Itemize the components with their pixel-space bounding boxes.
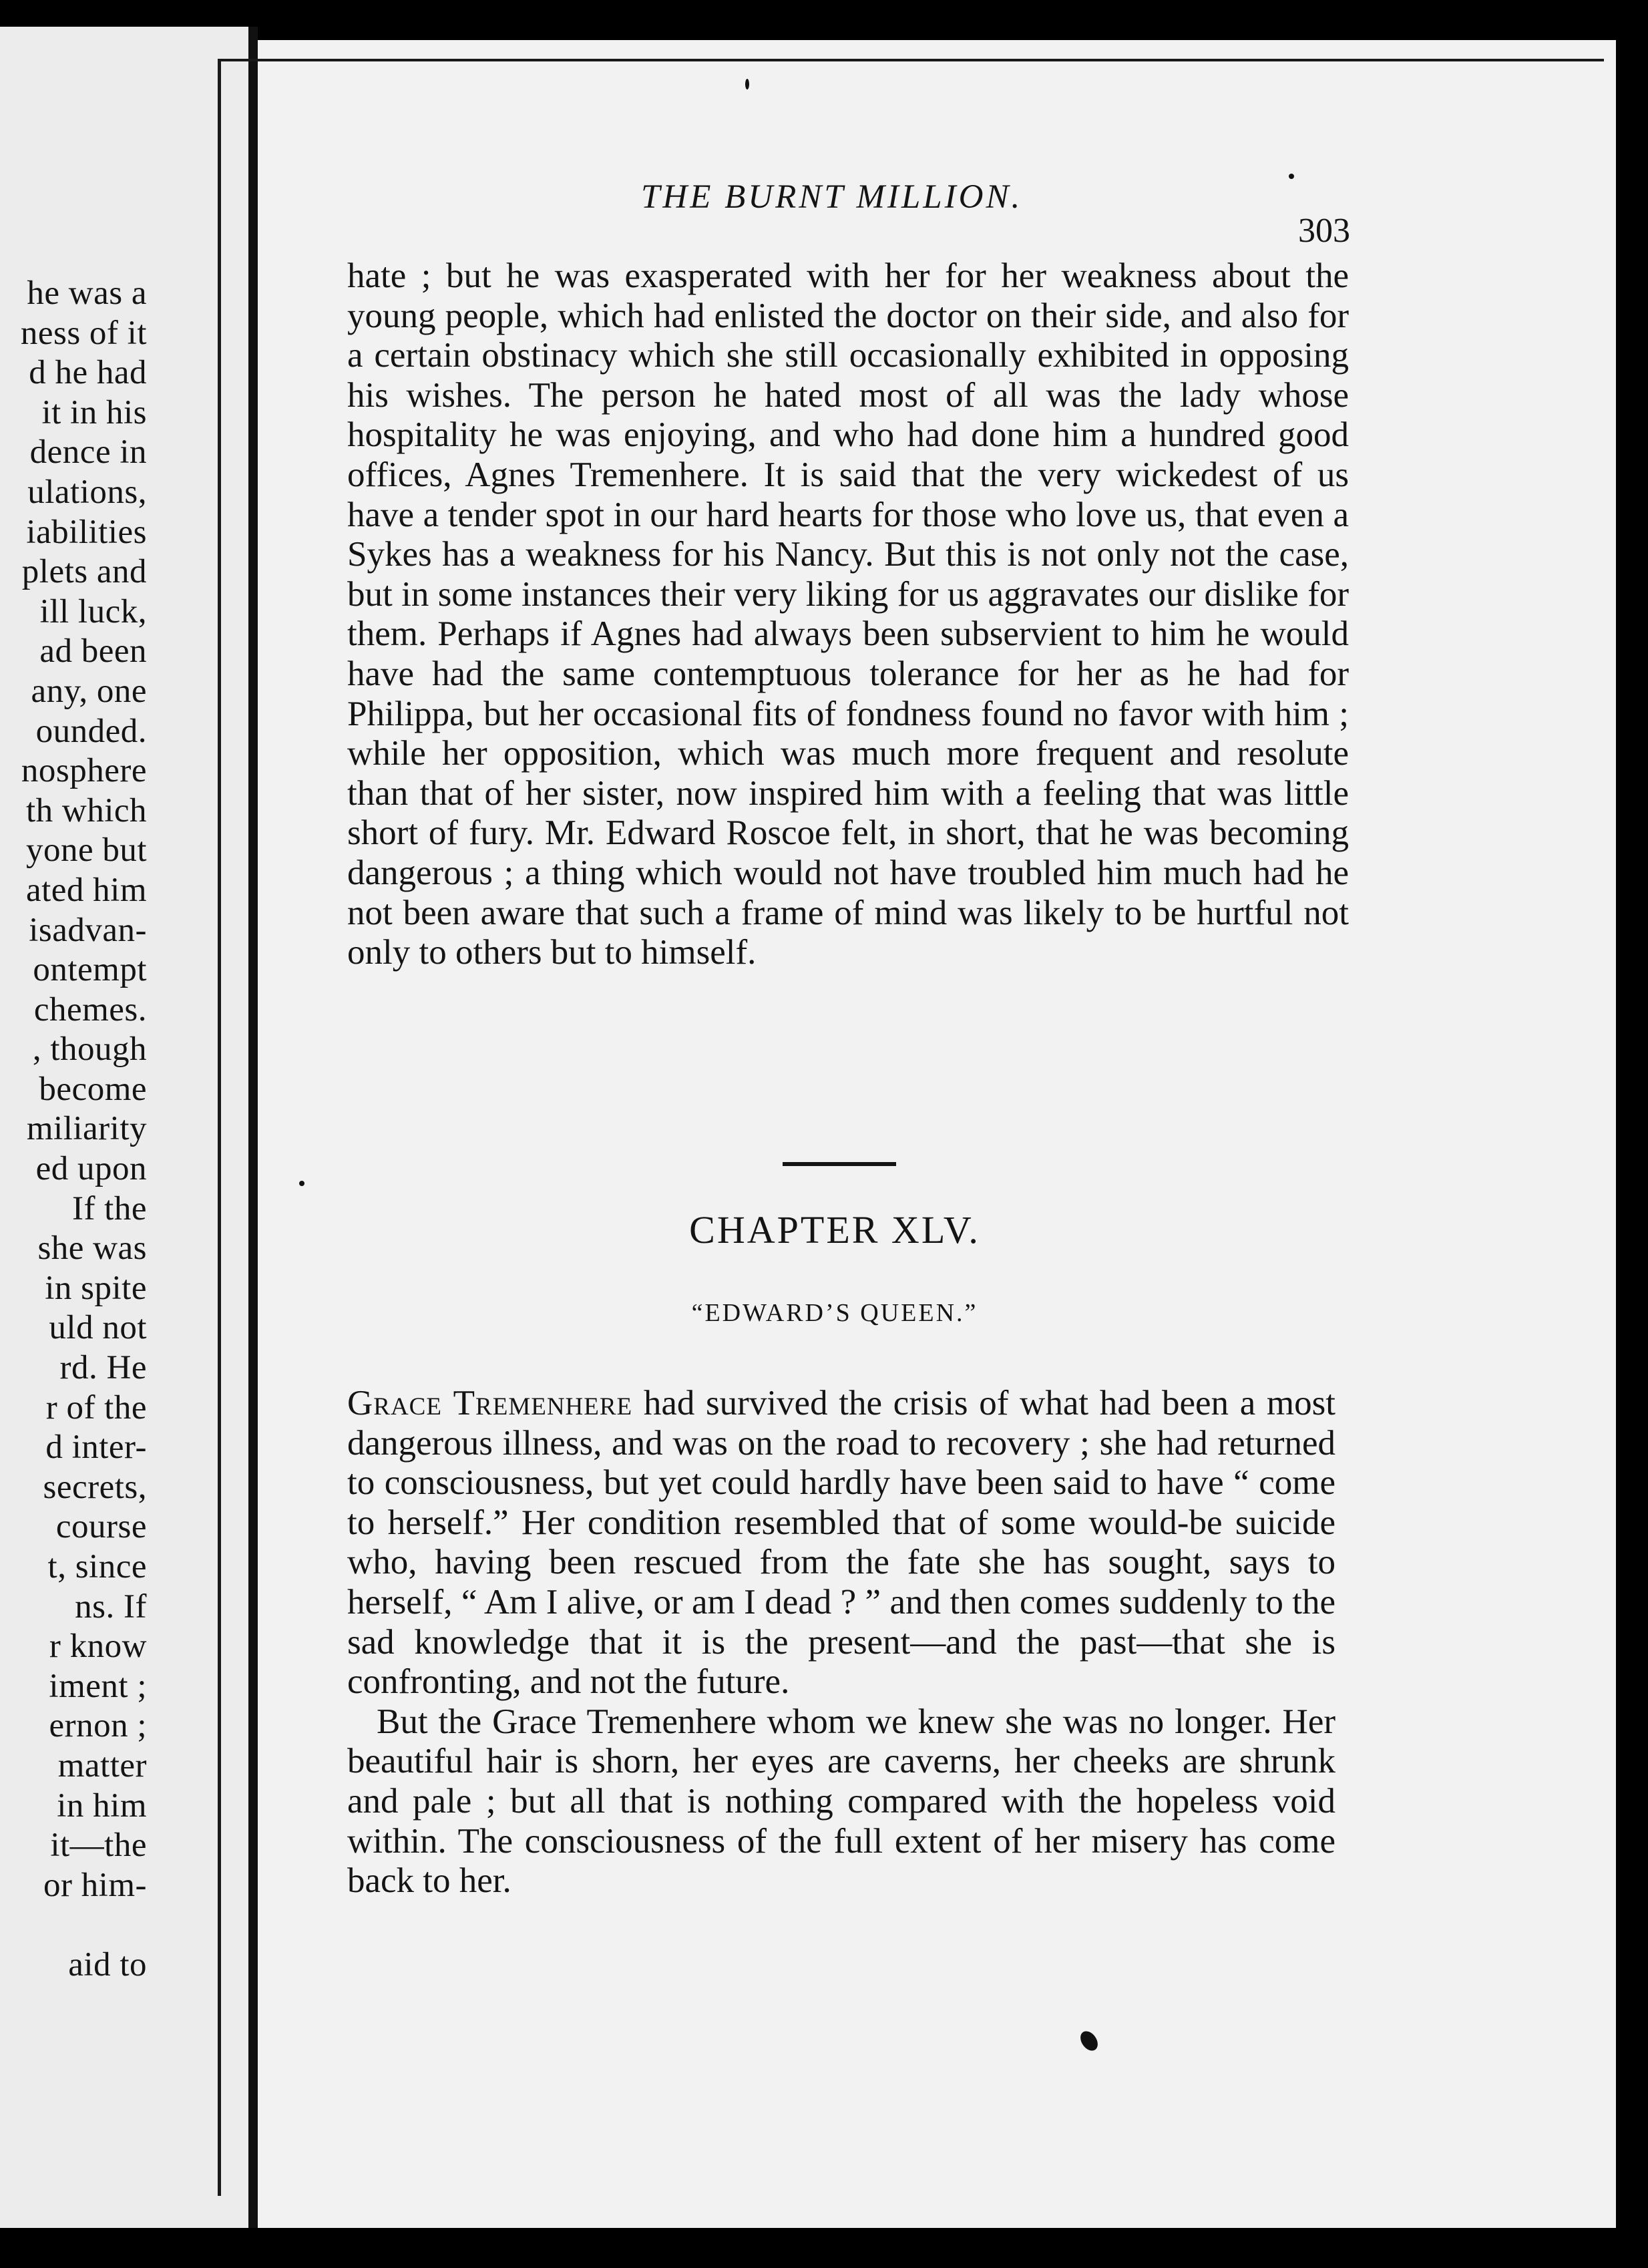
previous-page-line: ill luck, (39, 592, 147, 630)
previous-page-line: yone but (25, 831, 147, 870)
previous-page-line: he was a (27, 274, 147, 312)
chapter-body (347, 1384, 1335, 1901)
previous-page-line: If the (71, 1189, 147, 1227)
page-border-left (218, 59, 221, 2196)
previous-page-line: in him (57, 1786, 147, 1825)
previous-page-line: ernon ; (49, 1707, 147, 1745)
previous-page-line: isadvan- (29, 911, 147, 949)
previous-page-line: r know (49, 1628, 147, 1666)
previous-page-line: t, since (47, 1548, 147, 1585)
previous-page-line: d inter- (45, 1429, 147, 1467)
previous-page-line: become (39, 1070, 147, 1108)
previous-page-line: course (55, 1508, 147, 1546)
previous-page-line: ness of it (20, 314, 147, 352)
previous-page-line: ns. If (75, 1587, 147, 1626)
previous-page-line: ed upon (35, 1150, 147, 1188)
previous-page-line: th which (25, 791, 147, 829)
previous-page-line: or him- (43, 1866, 147, 1904)
chapter-lead-in: Grace Tremenhere (347, 1384, 633, 1423)
book-gutter (248, 27, 258, 2228)
body-text (347, 256, 1349, 973)
ink-speck (299, 1181, 304, 1186)
previous-page-line: in spite (45, 1269, 147, 1307)
previous-page-text (0, 274, 248, 1986)
previous-page-line: rd. He (59, 1349, 147, 1387)
previous-page-line: ulations, (27, 473, 147, 511)
chapter-paragraph-2: But the Grace Tremenhere whom we knew she was no longer. Her beautiful hair is shorn, her eyes are caverns, her cheeks are shrunk and pale ; but all that is nothing compared with the hopeless void within. The consciousness of the full extent of her misery has come back to her. (347, 1702, 1335, 1901)
previous-page-line: iment ; (49, 1667, 147, 1705)
chapter-title: CHAPTER XLV. (689, 1208, 980, 1252)
previous-page-line: ounded. (35, 712, 147, 750)
previous-page-line: secrets, (43, 1468, 147, 1506)
previous-page-line: plets and (21, 553, 147, 591)
previous-page (0, 27, 248, 2228)
previous-page-line: d he had (29, 354, 147, 392)
previous-page-line: chemes. (33, 990, 147, 1028)
previous-page-line: matter (57, 1746, 147, 1784)
previous-page-line: ontempt (33, 951, 147, 989)
previous-page-line: nosphere (21, 752, 147, 790)
page-border-top (218, 59, 1604, 61)
previous-page-line (0, 1905, 248, 1945)
previous-page-line: ated him (25, 871, 147, 909)
previous-page-line: miliarity (26, 1110, 147, 1148)
previous-page-line: ad been (39, 632, 147, 671)
previous-page-line: r of the (45, 1388, 147, 1427)
body-paragraph: hate ; but he was exasperated with her for her weakness about the young people, which had enlisted the doctor on their side, and also for a certain obstinacy which she still occasionally exhibited in opposing his wishes. The person he hated most of all was the lady whose hospitality he was enjoying, and who had done him a hundred good offices, Agnes Tremenhere. It is said that the very wickedest of us have a tender spot in our hard hearts for those who love us, that even a Sykes has a weakness for his Nancy. But this is not only not the case, but in some instances their very liking for us aggravates our dislike for them. Perhaps if Agnes had always been subservient to him he would have had the same contemptuous tolerance for her as he had for Philippa, but her occasional fits of fondness found no favor with him ; while her opposition, which was much more frequent and resolute than that of her sister, now inspired him with a feeling that was little short of fury. Mr. Edward Roscoe felt, in short, that he was becoming dangerous ; a thing which would not have troubled him much had he not been aware that such a frame of mind was likely to be hurtful not only to others but to himself. (347, 256, 1349, 972)
previous-page-line: aid to (68, 1945, 147, 1983)
ink-speck (1289, 174, 1294, 179)
ink-speck (745, 79, 749, 89)
running-head: THE BURNT MILLION. (641, 178, 1023, 216)
page-number: 303 (1298, 212, 1350, 250)
previous-page-line: uld not (49, 1309, 147, 1347)
previous-page-line: she was (37, 1230, 147, 1268)
previous-page-line: any, one (31, 672, 147, 710)
chapter-paragraph-1 (347, 1384, 1335, 1702)
previous-page-line: dence in (29, 433, 147, 471)
chapter-subtitle: “EDWARD’S QUEEN.” (691, 1299, 978, 1327)
previous-page-line: iabilities (26, 513, 147, 551)
previous-page-line: it—the (50, 1827, 147, 1865)
previous-page-line: , though (32, 1030, 147, 1069)
previous-page-line: it in his (41, 393, 147, 431)
section-divider (783, 1162, 896, 1166)
chapter-paragraph-1-text: had survived the crisis of what had been a most dangerous illness, and was on the road to recovery ; she had returned to consciousness, but yet could hardly have been said to have “ come to herself.” Her condition resembled that of some would-be suicide who, having been rescued from the fate she has sought, says to herself, “ Am I alive, or am I dead ? ” and then comes suddenly to the sad knowledge that it is the present—and the past—that she is confronting, and not the future. (347, 1384, 1335, 1702)
